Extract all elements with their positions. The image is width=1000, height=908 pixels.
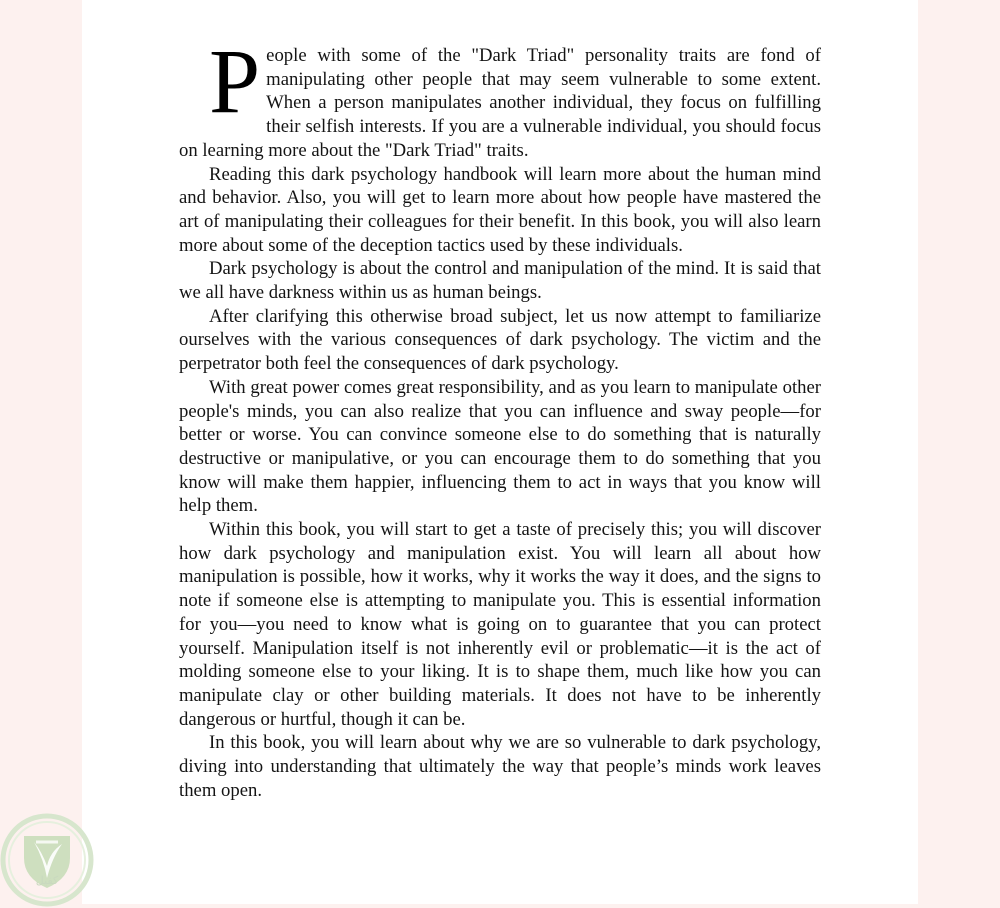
- paragraph-1: [179, 30, 821, 163]
- watermark-logo-icon: [0, 812, 96, 908]
- paragraph-7: In this book, you will learn about why we are so vulnerable to dark psychology, diving into understanding that ultimately the way that people’s minds work leaves them open.: [179, 732, 821, 801]
- drop-cap: P: [209, 30, 261, 132]
- watermark-label: كفيل: [35, 874, 59, 887]
- paragraph-6: Within this book, you will start to get a taste of precisely this; you will discover how dark psychology and manipulation exist. You will learn all about how manipulation is possible, how it works, why it works the way it does, and the signs to note if someone else is attempting to manipulate you. This is essential information for you—you need to know what is going on to guarantee that you can protect yourself. Manipulation itself is not inherently evil or problematic—it is the act of molding someone else to your liking. It is to shape them, much like how you can manipulate clay or other building materials. It does not have to be inherently dangerous or hurtful, though it can be.: [179, 519, 821, 730]
- document-page: [82, 0, 918, 904]
- paragraph-4: After clarifying this otherwise broad subject, let us now attempt to familiarize ourselves with the various consequences of dark psychology. The victim and the perpetrator both feel the consequences of dark psychology.: [179, 305, 821, 375]
- paragraph-2: Reading this dark psychology handbook will learn more about the human mind and behavior. Also, you will get to learn more about how people have mastered the art of manipulating their colleagues for their benefit. In this book, you will also learn more about some of the deception tactics used by these individuals.: [179, 163, 821, 256]
- paragraph-3: Dark psychology is about the control and manipulation of the mind. It is said that we all have darkness within us as human beings.: [179, 258, 821, 304]
- body-text: [179, 30, 821, 803]
- paragraph-text: eople with some of the "Dark Triad" personality traits are fond of manipulating other people that may seem vulnerable to some extent. When a person manipulates another individual, they focus on fulfilling their selfish interests. If you are a vulnerable individual, you should focus on learning more about the "Dark Triad" traits.: [179, 45, 821, 161]
- paragraph-5: With great power comes great responsibility, and as you learn to manipulate other people's minds, you can also realize that you can influence and sway people—for better or worse. You can convince someone else to do something that is naturally destructive or manipulative, or you can encourage them to do something that you know will make them happier, influencing them to act in ways that you know will help them.: [179, 376, 821, 517]
